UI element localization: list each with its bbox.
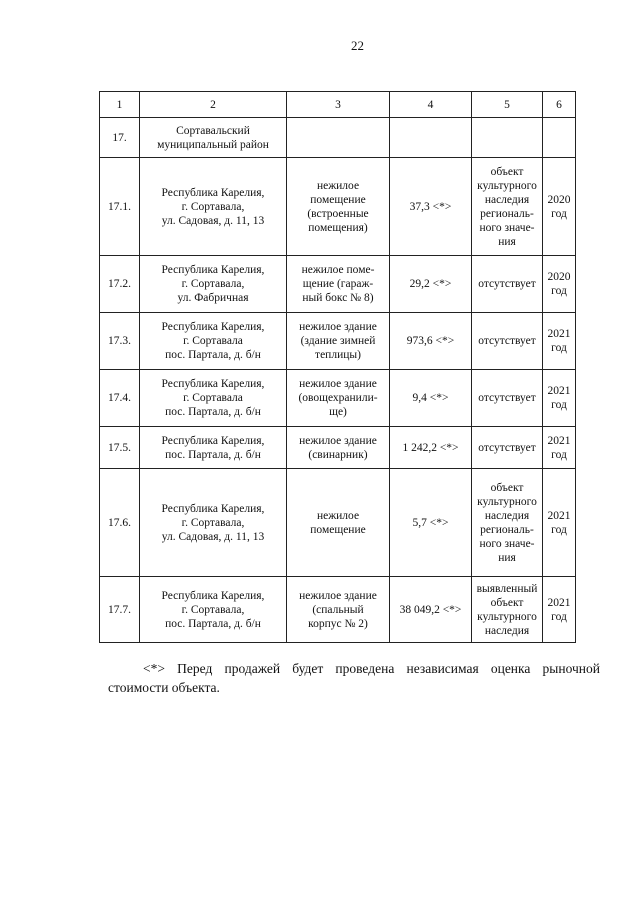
row-number: 17.1. xyxy=(100,158,140,256)
status-cell xyxy=(472,118,543,158)
header-cell: 4 xyxy=(390,92,472,118)
status-cell: выявленный объект культурного наследия xyxy=(472,577,543,643)
row-number: 17.5. xyxy=(100,427,140,469)
table-row xyxy=(100,158,576,256)
row-number: 17.7. xyxy=(100,577,140,643)
type-cell: нежилое здание (здание зимней теплицы) xyxy=(287,313,390,370)
header-cell: 1 xyxy=(100,92,140,118)
header-cell: 6 xyxy=(543,92,576,118)
area-cell xyxy=(390,118,472,158)
address-cell: Сортавальский муниципальный район xyxy=(140,118,287,158)
table-header-row xyxy=(100,92,576,118)
year-cell: 2021 год xyxy=(543,370,576,427)
header-cell: 3 xyxy=(287,92,390,118)
header-cell: 5 xyxy=(472,92,543,118)
table-row xyxy=(100,427,576,469)
row-number: 17.3. xyxy=(100,313,140,370)
year-cell: 2021 год xyxy=(543,313,576,370)
status-cell: объект культурного наследия региональ- ного значе- ния xyxy=(472,469,543,577)
year-cell: 2021 год xyxy=(543,469,576,577)
type-cell xyxy=(287,118,390,158)
area-cell: 5,7 <*> xyxy=(390,469,472,577)
page-number: 22 xyxy=(351,38,364,53)
table-row xyxy=(100,118,576,158)
table-row xyxy=(100,469,576,577)
year-cell: 2021 год xyxy=(543,427,576,469)
status-cell: отсутствует xyxy=(472,370,543,427)
status-cell: объект культурного наследия региональ- ного значе- ния xyxy=(472,158,543,256)
type-cell: нежилое помещение xyxy=(287,469,390,577)
year-cell: 2021 год xyxy=(543,577,576,643)
table-row xyxy=(100,370,576,427)
row-number: 17. xyxy=(100,118,140,158)
header-cell: 2 xyxy=(140,92,287,118)
type-cell: нежилое поме- щение (гараж- ный бокс № 8) xyxy=(287,256,390,313)
address-cell: Республика Карелия, г. Сортавала пос. Партала, д. б/н xyxy=(140,313,287,370)
footnote: <*> Перед продажей будет проведена независимая оценка рыночной стоимости объекта. xyxy=(108,661,600,695)
address-cell: Республика Карелия, г. Сортавала, ул. Фабричная xyxy=(140,256,287,313)
status-cell: отсутствует xyxy=(472,427,543,469)
area-cell: 37,3 <*> xyxy=(390,158,472,256)
row-number: 17.2. xyxy=(100,256,140,313)
status-cell: отсутствует xyxy=(472,313,543,370)
address-cell: Республика Карелия, г. Сортавала, пос. Партала, д. б/н xyxy=(140,577,287,643)
area-cell: 38 049,2 <*> xyxy=(390,577,472,643)
table-row xyxy=(100,313,576,370)
table-row xyxy=(100,577,576,643)
year-cell xyxy=(543,118,576,158)
property-table xyxy=(99,91,576,643)
address-cell: Республика Карелия, г. Сортавала, ул. Садовая, д. 11, 13 xyxy=(140,158,287,256)
type-cell: нежилое помещение (встроенные помещения) xyxy=(287,158,390,256)
area-cell: 973,6 <*> xyxy=(390,313,472,370)
row-number: 17.6. xyxy=(100,469,140,577)
row-number: 17.4. xyxy=(100,370,140,427)
area-cell: 9,4 <*> xyxy=(390,370,472,427)
type-cell: нежилое здание (овощехранили- ще) xyxy=(287,370,390,427)
address-cell: Республика Карелия, пос. Партала, д. б/н xyxy=(140,427,287,469)
area-cell: 29,2 <*> xyxy=(390,256,472,313)
type-cell: нежилое здание (свинарник) xyxy=(287,427,390,469)
type-cell: нежилое здание (спальный корпус № 2) xyxy=(287,577,390,643)
area-cell: 1 242,2 <*> xyxy=(390,427,472,469)
address-cell: Республика Карелия, г. Сортавала, ул. Садовая, д. 11, 13 xyxy=(140,469,287,577)
status-cell: отсутствует xyxy=(472,256,543,313)
year-cell: 2020 год xyxy=(543,256,576,313)
table-row xyxy=(100,256,576,313)
year-cell: 2020 год xyxy=(543,158,576,256)
address-cell: Республика Карелия, г. Сортавала пос. Партала, д. б/н xyxy=(140,370,287,427)
